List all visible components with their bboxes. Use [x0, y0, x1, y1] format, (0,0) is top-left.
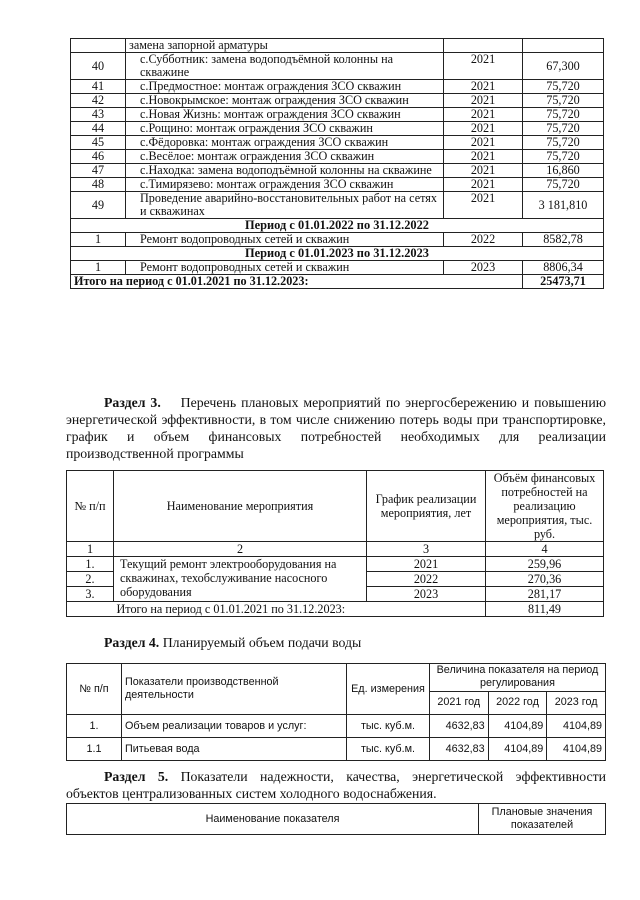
table-row: 1 Ремонт водопроводных сетей и скважин 2023 8806,34 [71, 261, 604, 275]
total-label: Итого на период с 01.01.2021 по 31.12.2023: [71, 275, 523, 289]
table-header-row [67, 804, 606, 835]
total-row [67, 602, 604, 617]
section-3-paragraph [66, 394, 606, 462]
col-header-2021: 2021 год [430, 691, 489, 714]
col-header-num: № п/п [67, 664, 122, 715]
total-row [71, 275, 604, 289]
table-row: 1.1 Питьевая вода тыс. куб.м. 4632,83 4104,89 4104,89 [67, 738, 606, 761]
energy-measures-table [66, 470, 604, 617]
table-row: 44 с.Рощино: монтаж ограждения ЗСО скважин 2021 75,720 [71, 122, 604, 136]
reliability-indicators-table [66, 803, 606, 835]
water-supply-table [66, 663, 606, 761]
table-row: 1 Ремонт водопроводных сетей и скважин 2022 8582,78 [71, 233, 604, 247]
section-4-title: Раздел 4. [104, 635, 160, 650]
col-header-2023: 2023 год [547, 691, 606, 714]
total-label: Итого на период с 01.01.2021 по 31.12.2023: [114, 602, 486, 617]
section-5-title: Раздел 5. [104, 769, 169, 784]
table-row: 40 с.Субботник: замена водоподъёмной колонны на скважине 2021 67,300 [71, 53, 604, 80]
section-4-text: Планируемый объем подачи воды [162, 635, 362, 650]
col-header-2022: 2022 год [488, 691, 547, 714]
table-row: 1. Текущий ремонт электрооборудования на скважинах, техобслуживание насосного оборудования 2021 259,96 [67, 557, 604, 572]
col-header-planned: Плановые значения показателей [479, 804, 606, 835]
table-row: 2. 2022 270,36 [67, 572, 604, 587]
col-header-num: № п/п [67, 471, 114, 542]
total-value: 811,49 [486, 602, 604, 617]
table-row: 41 с.Предмостное: монтаж ограждения ЗСО скважин 2021 75,720 [71, 80, 604, 94]
section-3-text: Перечень плановых мероприятий по энергосбережению и повышению энергетической эффективности, в том числе снижению потерь воды при транспортировке, график и объем финансовых потребностей необходимых для реализации производственной программы [66, 395, 607, 461]
table-row: 42 с.Новокрымское: монтаж ограждения ЗСО скважин 2021 75,720 [71, 94, 604, 108]
section-4-paragraph [66, 634, 606, 651]
col-header-name: Наименование мероприятия [114, 471, 367, 542]
table-header-row [67, 471, 604, 542]
table-row: 48 с.Тимирязево: монтаж ограждения ЗСО скважин 2021 75,720 [71, 178, 604, 192]
table-row: 3. 2023 281,17 [67, 587, 604, 602]
table-row: 49 Проведение аварийно-восстановительных работ на сетях и скважинах 2021 3 181,810 [71, 192, 604, 219]
table-row: 47 с.Находка: замена водоподъёмной колонны на скважине 2021 16,860 [71, 164, 604, 178]
section-5-text: Показатели надежности, качества, энергетической эффективности объектов централизованных систем холодного водоснабжения. [66, 769, 606, 801]
col-header-group: Величина показателя на период регулирования [430, 664, 606, 692]
col-header-indicator: Показатели производственной деятельности [122, 664, 347, 715]
col-header-unit: Ед. измерения [347, 664, 430, 715]
table-header-row [67, 664, 606, 692]
total-value: 25473,71 [523, 275, 604, 289]
period-heading: Период с 01.01.2022 по 31.12.2022 [71, 219, 604, 233]
table-row: 1. Объем реализации товаров и услуг: тыс. куб.м. 4632,83 4104,89 4104,89 [67, 715, 606, 738]
row-name: замена запорной арматуры [126, 39, 444, 53]
period-heading: Период с 01.01.2023 по 31.12.2023 [71, 247, 604, 261]
measure-name: Текущий ремонт электрооборудования на скважинах, техобслуживание насосного оборудования [114, 557, 367, 602]
index-row: 1 2 3 4 [67, 542, 604, 557]
table-row: 45 с.Фёдоровка: монтаж ограждения ЗСО скважин 2021 75,720 [71, 136, 604, 150]
period-heading-row [71, 219, 604, 233]
measures-table [70, 38, 604, 289]
section-5-paragraph [66, 768, 606, 802]
col-header-name: Наименование показателя [67, 804, 479, 835]
col-header-schedule: График реализации мероприятия, лет [367, 471, 486, 542]
period-heading-row [71, 247, 604, 261]
table-row [71, 39, 604, 53]
table-row: 43 с.Новая Жизнь: монтаж ограждения ЗСО скважин 2021 75,720 [71, 108, 604, 122]
col-header-volume: Объём финансовых потребностей на реализацию мероприятия, тыс. руб. [486, 471, 604, 542]
section-3-title: Раздел 3. [104, 395, 161, 410]
table-row: 46 с.Весёлое: монтаж ограждения ЗСО скважин 2021 75,720 [71, 150, 604, 164]
